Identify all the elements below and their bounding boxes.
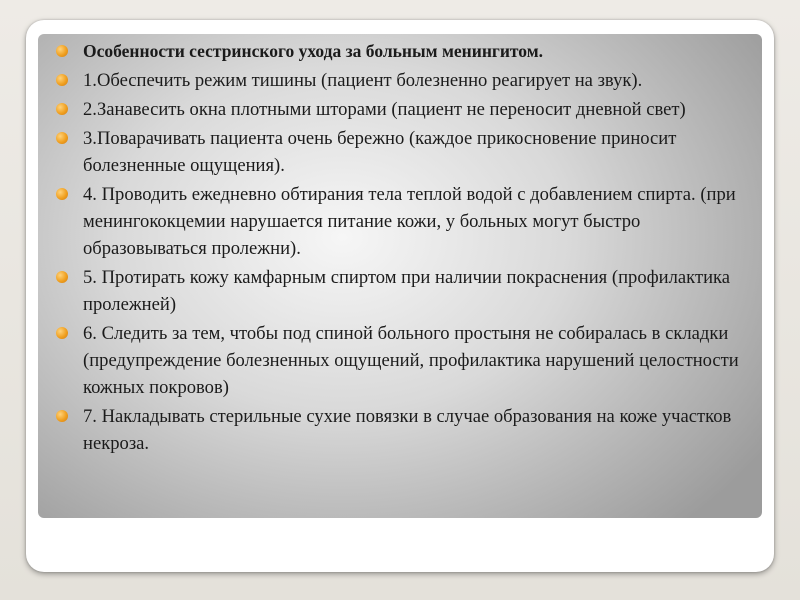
list-item-text: 1.Обеспечить режим тишины (пациент болезненно реагирует на звук).: [83, 70, 643, 91]
list-item: [52, 403, 746, 457]
list-item: [52, 96, 746, 123]
list-item-text: 7. Накладывать стерильные сухие повязки в случае образования на коже участков некроза.: [83, 406, 732, 454]
list-item: [52, 125, 746, 179]
list-item: [52, 264, 746, 318]
list-item-text: 4. Проводить ежедневно обтирания тела теплой водой с добавлением спирта. (при менингококцемии нарушается питание кожи, у больных могут быстро образовываться пролежни).: [83, 184, 736, 259]
bullet-icon: [56, 188, 68, 200]
list-item-text: 6. Следить за тем, чтобы под спиной больного простыня не собиралась в складки (предупреждение болезненных ощущений, профилактика нарушений целостности кожных покровов): [83, 323, 739, 398]
list-item-text: 2.Занавесить окна плотными шторами (пациент не переносит дневной свет): [83, 99, 686, 120]
bullet-icon: [56, 327, 68, 339]
bullet-icon: [56, 74, 68, 86]
bullet-list: [52, 38, 746, 457]
list-item-title: [52, 38, 746, 65]
list-item-text: 3.Поварачивать пациента очень бережно (каждое прикосновение приносит болезненные ощущения).: [83, 128, 677, 176]
bullet-icon: [56, 103, 68, 115]
list-item-text: 5. Протирать кожу камфарным спиртом при наличии покраснения (профилактика пролежней): [83, 267, 731, 315]
bullet-icon: [56, 410, 68, 422]
list-item-text: Особенности сестринского ухода за больным менингитом.: [83, 41, 544, 61]
bullet-icon: [56, 271, 68, 283]
list-item: [52, 320, 746, 401]
content-panel: [38, 34, 762, 518]
bullet-icon: [56, 132, 68, 144]
list-item: [52, 67, 746, 94]
list-item: [52, 181, 746, 262]
bullet-icon: [56, 45, 68, 57]
